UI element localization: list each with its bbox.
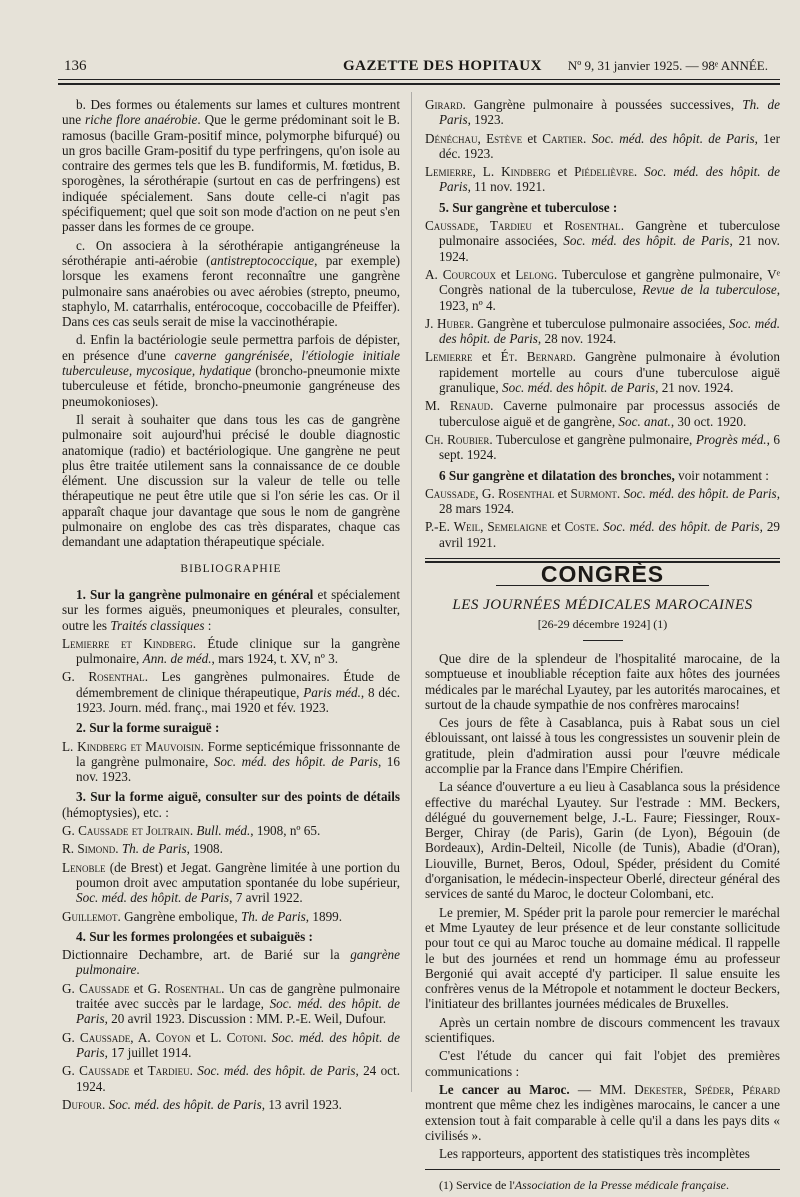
left-column <box>62 97 400 1115</box>
biblio-section-1-refs <box>62 636 400 715</box>
congres-paragraph-2: Ces jours de fête à Casablanca, puis à Rabat sous un ciel éblouissant, ont laissé à tous les congressistes un souvenir plein de gratitude, plein d'admiration aussi pour l'œuvre médicale accomplie par la France dans l'Empire Chérifien. <box>425 715 780 776</box>
header-rule <box>58 79 780 80</box>
bibliography-entry: Ch. Roubier. Tuberculose et gangrène pulmonaire, Progrès méd., 6 sept. 1924. <box>425 431 780 463</box>
page-number: 136 <box>64 58 87 74</box>
journal-title: GAZETTE DES HOPITAUX <box>343 58 542 74</box>
header-rule-thick <box>58 83 780 85</box>
congres-paragraph-6: C'est l'étude du cancer qui fait l'objet des premières communications : <box>425 1048 780 1079</box>
issue-info: Nº 9, 31 janvier 1925. — 98ᵉ ANNÉE. <box>567 58 768 73</box>
bibliography-entry: Girard. Gangrène pulmonaire à poussées successives, Th. de Paris, 1923. <box>425 97 780 128</box>
congres-paragraph-7: Le cancer au Maroc. — MM. Dekester, Spéder, Pérard montrent que même chez les indigènes marocains, le cancer a une extension tout à fait comparable à celle qu'il a dans les pays dits « civilisés ». <box>425 1081 780 1143</box>
biblio-section-5-refs <box>425 218 780 462</box>
biblio-section-5: 5. Sur gangrène et tuberculose : <box>439 199 618 215</box>
bibliography-entry: R. Simond. Th. de Paris, 1908. <box>62 841 223 857</box>
bibliography-entry: G. Caussade et Joltrain. Bull. méd., 1908, nº 65. <box>62 823 321 839</box>
bibliography-entry: Dufour. Soc. méd. des hôpit. de Paris, 13 avril 1923. <box>62 1096 342 1112</box>
bibliography-entry: A. Courcoux et Lelong. Tuberculose et gangrène pulmonaire, Vᵉ Congrès national de la tuberculose, Revue de la tuberculose, 1923, nº 4. <box>425 266 781 313</box>
bibliography-entry: Caussade, G. Rosenthal et Surmont. Soc. méd. des hôpit. de Paris, 28 mars 1924. <box>425 485 780 517</box>
congres-paragraph-3: La séance d'ouverture a eu lieu à Casablanca sous la présidence effective du maréchal Lyautey. Sur l'estrade : MM. Beckers, délégué du gouvernement belge, J.-L. Faure; Fiessinger, Roux-Berger, Chiray (de Paris), Garin (de Lyon), Bégouin (de Bordeaux), Ardin-Delteil, Nicolle (de Tunis), Abadie (d'Oran), Liouville, Burnet, Beros, Odoul, Spéder, président du Comité d'organisation, le médecin-inspecteur Oberlé, directeur général des services de santé du Maroc, le docteur Colombani, etc. <box>425 779 780 902</box>
bibliography-entry: Lemierre et Kindberg. Étude clinique sur la gangrène pulmonaire, Ann. de méd., mars 1924, t. XV, nº 3. <box>62 635 400 667</box>
bibliography-entry: P.-E. Weil, Semelaigne et Coste. Soc. méd. des hôpit. de Paris, 29 avril 1921. <box>425 519 781 550</box>
bibliography-entry: Guillemot. Gangrène embolique, Th. de Paris, 1899. <box>62 908 343 924</box>
bibliography-entry: G. Rosenthal. Les gangrènes pulmonaires. Étude de démembrement de clinique thérapeutique, Paris méd., 8 déc. 1923. Journ. méd. franç., mai 1920 et fév. 1923. <box>62 669 400 715</box>
biblio-section-4-refs <box>62 947 400 1112</box>
biblio-section-1: 1. Sur la gangrène pulmonaire en général et spécialement sur les formes aiguës, pneumoniques et pleurales, consulter, outre les Traités classiques : <box>62 586 400 633</box>
paragraph-conclusion: Il serait à souhaiter que dans tous les cas de gangrène pulmonaire soit aujourd'hui précisé le double diagnostic anatomique (radio) et bactériologique. Une gangrène ne peut plus être traitée utilement sans la connaissance de ce double élément. Une discussion sur la valeur de telle ou telle thérapeutique ne peut être utile que si l'on série les cas. Or il apparaît chaque jour davantage que sous le nom de gangrène pulmonaire on englobe des cas très disparates, chaque cas demandant une adaptation thérapeutique spéciale. <box>62 411 400 550</box>
bibliography-entry: G. Caussade, A. Coyon et L. Cotoni. Soc. méd. des hôpit. de Paris, 17 juillet 1914. <box>62 1029 400 1060</box>
biblio-section-4: 4. Sur les formes prolongées et subaiguës : <box>76 928 313 944</box>
bibliography-entry: Lemierre, L. Kindberg et Piédelièvre. Soc. méd. des hôpit. de Paris, 11 nov. 1921. <box>425 164 780 195</box>
journees-title: LES JOURNÉES MÉDICALES MAROCAINES <box>452 597 753 614</box>
bibliography-entry: G. Caussade et G. Rosenthal. Un cas de gangrène pulmonaire traitée avec succès par le lardage, Soc. méd. des hôpit. de Paris, 20 avril 1923. Discussion : MM. P.-E. Weil, Dufour. <box>62 980 400 1027</box>
bibliography-entry: L. Kindberg et Mauvoisin. Forme septicémique frissonnante de la gangrène pulmonaire, Soc. méd. des hôpit. de Paris, 16 nov. 1923. <box>62 738 400 785</box>
section-rule <box>425 558 780 559</box>
congres-paragraph-5: Après un certain nombre de discours commencent les travaux scientifiques. <box>425 1014 780 1046</box>
bibliography-entry: M. Renaud. Caverne pulmonaire par processus associés de tuberculose aiguë et de gangrène, Soc. anat., 30 oct. 1920. <box>425 398 780 429</box>
footnote-rule <box>425 1169 780 1170</box>
paragraph-d: d. Enfin la bactériologie seule permettra parfois de dépister, en présence d'une caverne gangrénisée, l'étiologie initiale tuberculeuse, mycosique, hydatique (broncho-pneumonie mixte tuberculeuse et fétide, broncho-pneumonie gangréneuse des pneumokonioses). <box>62 332 400 409</box>
biblio-section-6: 6 Sur gangrène et dilatation des bronches, voir notamment : <box>439 467 769 483</box>
bibliography-entry: Lenoble (de Brest) et Jegat. Gangrène limitée à une portion du poumon droit avec amputation spontanée du lobe supérieur, Soc. méd. des hôpit. de Paris, 7 avril 1922. <box>62 859 400 906</box>
biblio-section-3-refs <box>62 823 400 924</box>
biblio-section-3: 3. Sur la forme aiguë, consulter sur des points de détails (hémoptysies), etc. : <box>62 789 400 820</box>
bibliography-heading: BIBLIOGRAPHIE <box>180 562 282 575</box>
paragraph-c: c. On associera à la sérothérapie antigangréneuse la sérothérapie anti-aérobie (antistreptococcique, par exemple) lorsque les examens feront reconnaître une gangrène pulmonaire sans anaérobies ou avec aérobies (strepto, pneumo, staphylo, M. catarrhalis, entérocoque, coccobacille de Pfeiffer). Dans ces cas seuls serait de mise la vaccinothérapie. <box>62 237 400 330</box>
biblio-section-2-refs <box>62 739 400 785</box>
congres-paragraph-4: Le premier, M. Spéder prit la parole pour remercier le maréchal et Mme Lyautey de leur présence et de leur constante sollicitude pour tout ce qui au Maroc touche au domaine médical. Il rappelle le but des journées et rend un hommage ému au professeur Bergonié qui avait accepté d'y participer. Il salue ensuite les confrères venus de la Métropole et notamment le docteur Beckers, l'initiateur des brillantes journées médicales de Bruxelles. <box>425 904 780 1012</box>
right-column <box>425 97 780 1197</box>
congres-heading: CONGRÈS <box>540 561 665 588</box>
biblio-section-2: 2. Sur la forme suraiguë : <box>76 720 220 736</box>
congres-paragraph-1: Que dire de la splendeur de l'hospitalité marocaine, de la somptueuse et inoubliable réception faite aux hôtes des journées médicales par le maréchal Lyautey, par les autorités marocaines, et surtout de la chaude sympathie de nos confrères marocains! <box>425 650 780 712</box>
bibliography-entry: Lemierre et Ét. Bernard. Gangrène pulmonaire à évolution rapidement mortelle au cours d'une tuberculose aiguë granulique, Soc. méd. des hôpit. de Paris, 21 nov. 1924. <box>425 349 780 396</box>
paragraph-b: b. Des formes ou étalements sur lames et cultures montrent une riche flore anaérobie. Que le germe prédominant soit le B. ramosus (bacille Gram-positif mince, polymorphe bifurqué) ou un gros bacille Gram-positif du type perfringens, qu'on isole au contraire des germes tels que les B. fundiformis, M. fœtidus, B. sporogènes, la sérothérapie (surtout en cas de perfringens) est indiquée spécialement. Sans doute celle-ci n'agit pas spécifiquement; quel que soit son mode d'action on ne peut s'en passer dans les formes de ce groupe. <box>62 97 400 235</box>
biblio-section-4-refs-continued <box>425 97 780 195</box>
congres-paragraph-8: Les rapporteurs, apportent des statistiques très incomplètes <box>439 1146 750 1162</box>
page-header <box>58 52 780 74</box>
column-divider <box>411 92 412 1092</box>
bibliography-entry: J. Huber. Gangrène et tuberculose pulmonaire associées, Soc. méd. des hôpit. de Paris, 28 nov. 1924. <box>425 315 780 347</box>
bibliography-entry: Caussade, Tardieu et Rosenthal. Gangrène et tuberculose pulmonaire associées, Soc. méd. des hôpit. de Paris, 21 nov. 1924. <box>425 218 780 264</box>
short-rule <box>583 640 623 641</box>
biblio-section-6-refs <box>425 486 780 550</box>
bibliography-entry: Dictionnaire Dechambre, art. de Barié sur la gangrène pulmonaire. <box>62 947 400 978</box>
bibliography-entry: Dénéchau, Estève et Cartier. Soc. méd. des hôpit. de Paris, 1er déc. 1923. <box>425 130 780 161</box>
bibliography-entry: G. Caussade et Tardieu. Soc. méd. des hôpit. de Paris, 24 oct. 1924. <box>62 1063 400 1094</box>
footnote: (1) Service de l'Association de la Presse médicale française. <box>439 1178 729 1193</box>
journees-dates: [26-29 décembre 1924] (1) <box>537 616 668 631</box>
